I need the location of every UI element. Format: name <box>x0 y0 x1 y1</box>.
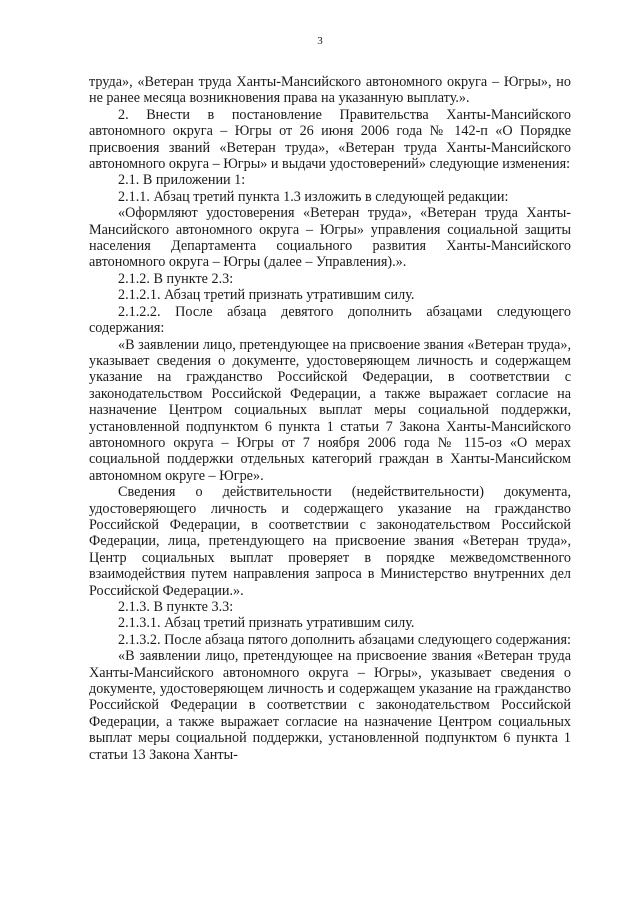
document-paragraph: 2.1.3. В пункте 3.3: <box>118 599 234 615</box>
document-paragraph: труда», «Ветеран труда Ханты-Мансийского автономного округа – Югры», но не ранее месяца возникновения права на указанную выплату.». <box>89 74 571 107</box>
document-paragraph: «В заявлении лицо, претендующее на присвоение звания «Ветеран труда», указывает сведения о документе, удостоверяющем личность и содержащем указание на гражданство Российской Федерации, в соответствии с законодательством Российской Федерации, а также выражает согласие на назначение Центром социальных выплат меры социальной поддержки, установленной подпунктом 6 пункта 1 статьи 7 Закона Ханты-Мансийского автономного округа – Югры от 7 ноября 2006 года № 115-оз «О мерах социальной поддержки отдельных категорий граждан в Ханты-Мансийском автономном округе – Югре». <box>89 336 571 484</box>
document-paragraph: 2.1.2.2. После абзаца девятого дополнить абзацами следующего содержания: <box>89 303 571 337</box>
document-paragraph: «Оформляют удостоверения «Ветеран труда», «Ветеран труда Ханты-Мансийского автономного округа – Югры» управления социальной защиты населения Департамента социального развития Ханты-Мансийского автономного округа – Югры (далее – Управления).». <box>89 205 571 271</box>
document-paragraph: 2. Внести в постановление Правительства Ханты-Мансийского автономного округа – Югры от 26 июня 2006 года № 142-п «О Порядке присвоения званий «Ветеран труда», «Ветеран труда Ханты-Мансийского автономного округа – Югры» и выдачи удостоверений» следующие изменения: <box>89 106 571 173</box>
document-paragraph: 2.1.3.1. Абзац третий признать утратившим силу. <box>118 615 415 632</box>
document-paragraph: 2.1.2.1. Абзац третий признать утратившим силу. <box>118 287 415 304</box>
document-paragraph: 2.1.1. Абзац третий пункта 1.3 изложить в следующей редакции: <box>118 188 509 205</box>
document-paragraph: 2.1.3.2. После абзаца пятого дополнить абзацами следующего содержания: <box>118 631 571 648</box>
page-number: 3 <box>317 35 323 47</box>
document-paragraph: 2.1.2. В пункте 2.3: <box>118 270 234 287</box>
document-body <box>89 74 571 763</box>
document-paragraph: 2.1. В приложении 1: <box>118 172 246 189</box>
document-paragraph: Сведения о действительности (недействительности) документа, удостоверяющего личность и содержащего указание на гражданство Российской Федерации, в соответствии с законодательством Российской Федерации, лица, претендующего на присвоение звания «Ветеран труда», Центр социальных выплат проверяет в порядке межведомственного взаимодействия путем направления запроса в Министерство внутренних дел Российской Федерации.». <box>89 484 571 599</box>
document-paragraph: «В заявлении лицо, претендующее на присвоение звания «Ветеран труда Ханты-Мансийского автономного округа – Югры», указывает сведения о документе, удостоверяющем личность и содержащем указание на гражданство Российской Федерации в соответствии с законодательством Российской Федерации, а также выражает согласие на назначение Центром социальных выплат меры социальной поддержки, установленной подпунктом 6 пункта 1 статьи 13 Закона Ханты- <box>89 648 571 763</box>
